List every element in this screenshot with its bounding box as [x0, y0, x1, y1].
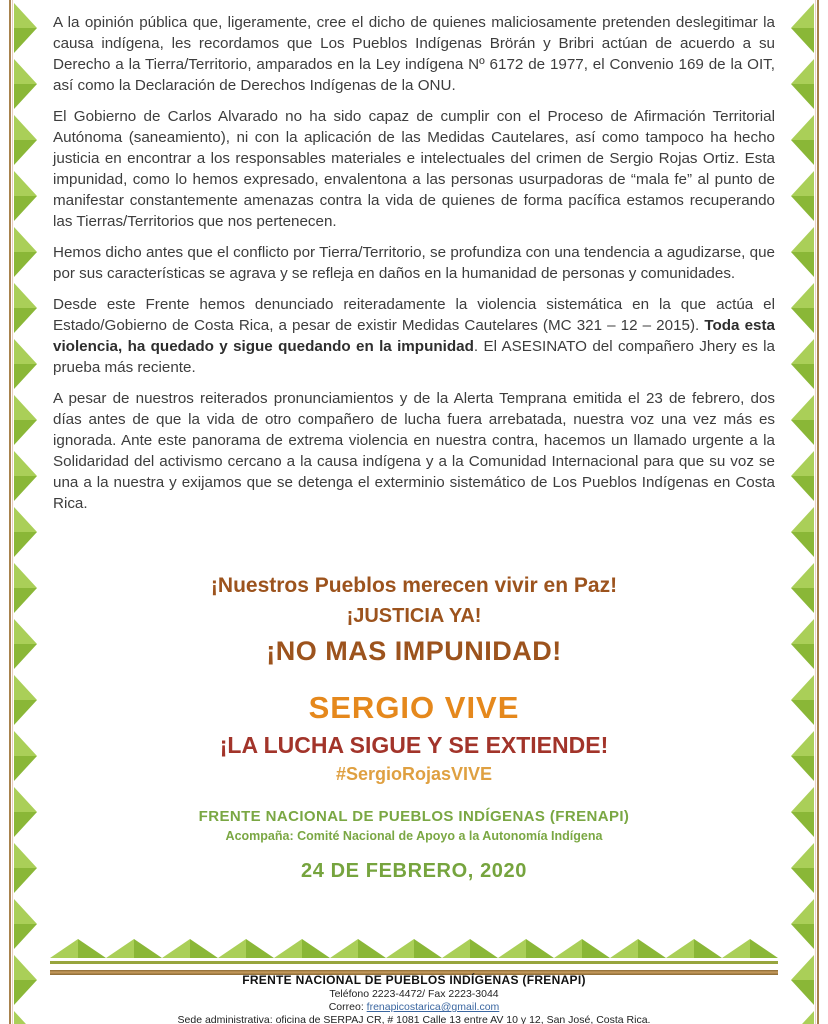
slogan-peace: ¡Nuestros Pueblos merecen vivir en Paz!: [210, 574, 618, 597]
footer-email-link[interactable]: frenapicostarica@gmail.com: [366, 1001, 500, 1013]
footer-email-label: Correo:: [328, 1001, 364, 1013]
sergio-section: [53, 690, 775, 786]
olive-divider-line: [50, 961, 778, 964]
slogan-lucha: ¡LA LUCHA SIGUE Y SE EXTIENDE!: [219, 732, 609, 758]
paragraph-impunity: [53, 294, 775, 378]
footer-org-name: FRENTE NACIONAL DE PUEBLOS INDÍGENAS (FRENAPI): [242, 973, 586, 987]
paragraph-impunity-pre: Desde este Frente hemos denunciado reiteradamente la violencia sistemática en la que actúa el Estado/Gobierno de Costa Rica, a pesar de existir Medidas Cautelares (MC 321 – 12 – 2015).: [53, 296, 775, 334]
signature-org-name: FRENTE NACIONAL DE PUEBLOS INDÍGENAS (FRENAPI): [198, 808, 630, 825]
paragraph-impunity-bold: Toda esta violencia, ha quedado y sigue quedando en la impunidad: [53, 317, 775, 355]
left-frame-line: [9, 0, 11, 1024]
right-frame-line: [817, 0, 819, 1024]
paragraph-public-opinion: A la opinión pública que, ligeramente, cree el dicho de quienes maliciosamente pretenden deslegitimar la causa indígena, les recordamos que Los Pueblos Indígenas Brörán y Bribri actúan de acuerdo a su Derecho a la Tierra/Territorio, amparados en la Ley indígena Nº 6172 de 1977, el Convenio 169 de la OIT, así como la Declaración de Derechos Indígenas de la ONU.: [53, 14, 775, 94]
hashtag-sergio-rojas: #SergioRojasVIVE: [335, 764, 493, 784]
slogans-section: [53, 572, 775, 668]
bottom-zigzag-triangles-icon: [50, 936, 778, 958]
footer-email-row: [40, 1001, 788, 1013]
right-frame-inner-line: [815, 0, 816, 1024]
right-zigzag-border-icon: [789, 0, 815, 1024]
paragraph-impunity-post: . El ASESINATO del compañero Jhery es la prueba más reciente.: [53, 338, 775, 376]
footer-address: Sede administrativa: oficina de SERPAJ CR, # 1081 Calle 13 entre AV 10 y 12, San José, Costa Rica.: [177, 1014, 651, 1024]
signature-support-committee: Acompaña: Comité Nacional de Apoyo a la Autonomía Indígena: [225, 829, 603, 843]
paragraph-government: El Gobierno de Carlos Alvarado no ha sido capaz de cumplir con el Proceso de Afirmación Territorial Autónoma (saneamiento), ni con la aplicación de las Medidas Cautelares, así como tampoco ha hecho justicia en encontrar a los responsables materiales e intelectuales del crimen de Sergio Rojas Ortiz. Esta impunidad, como lo hemos expresado, envalentona a las personas usurpadoras de “mala fe” al punto de manifestar constantemente amenazas contra la vida de quienes de forma pacífica estamos recuperando las Tierras/Territorios que nos pertenecen.: [53, 108, 775, 230]
paragraph-conflict: Hemos dicho antes que el conflicto por Tierra/Territorio, se profundiza con una tendencia a agudizarse, que por sus características se agrava y se refleja en daños en la humanidad de personas y comunidades.: [53, 244, 775, 282]
slogan-sergio-vive: SERGIO VIVE: [308, 690, 520, 725]
signature-section: [53, 808, 775, 884]
slogan-justice: ¡JUSTICIA YA!: [346, 605, 482, 627]
paragraph-call-to-action: A pesar de nuestros reiterados pronunciamientos y de la Alerta Temprana emitida el 23 de febrero, dos días antes de que la vida de otro compañero de lucha fuera arrebatada, nuestra voz una vez más es ignorada. Ante este panorama de extrema violencia en nuestra contra, hacemos un llamado urgente a la Solidaridad del activismo cercano a la causa indígena y a la Comunidad Internacional para que su voz se una a la nuestra y exijamos que se detenga el exterminio sistemático de Los Pueblos Indígenas en Costa Rica.: [53, 390, 775, 512]
bottom-decorative-band: [50, 936, 778, 975]
footer-phone: Teléfono 2223-4472/ Fax 2223-3044: [329, 988, 499, 1000]
left-zigzag-border-icon: [13, 0, 39, 1024]
slogan-no-impunity: ¡NO MAS IMPUNIDAD!: [266, 636, 562, 666]
footer: [40, 973, 788, 1024]
signature-date: 24 DE FEBRERO, 2020: [301, 860, 527, 882]
document-body: [53, 0, 775, 884]
